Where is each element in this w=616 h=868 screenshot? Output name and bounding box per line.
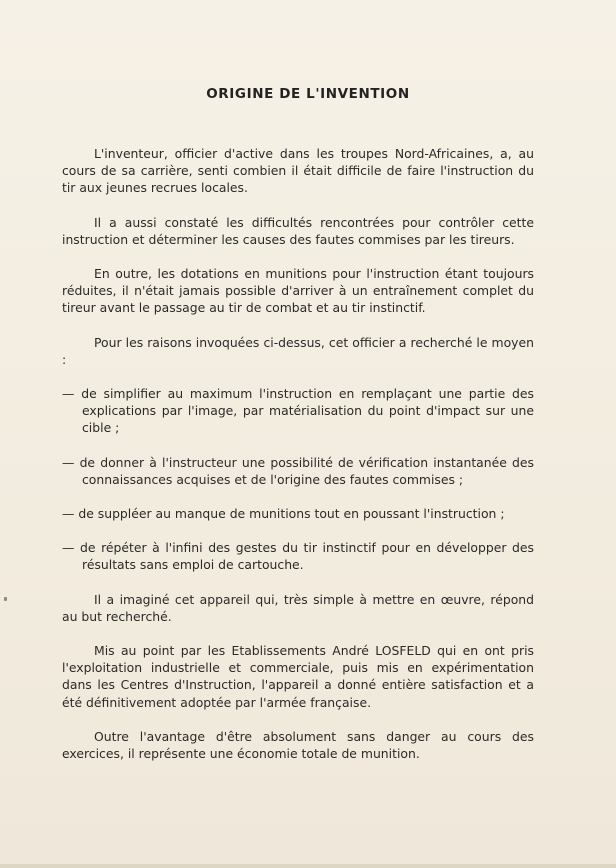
list-item: — de simplifier au maximum l'instruction en remplaçant une partie des explications par l'image, par matérialisation du point d'impact sur une cible ; <box>62 386 534 436</box>
paragraph: Il a imaginé cet appareil qui, très simple à mettre en œuvre, répond au but recherché. <box>62 591 534 624</box>
paragraph: Il a aussi constaté les difficultés rencontrées pour contrôler cette instruction et déterminer les causes des fautes commises par les tireurs. <box>62 214 534 247</box>
list-item: — de suppléer au manque de munitions tout en poussant l'instruction ; <box>62 506 505 522</box>
paragraph: Outre l'avantage d'être absolument sans danger au cours des exercices, il représente une économie totale de munition. <box>62 728 534 762</box>
list-item: — de répéter à l'infini des gestes du tir instinctif pour en développer des résultats sans emploi de cartouche. <box>62 540 534 573</box>
paragraph: En outre, les dotations en munitions pour l'instruction étant toujours réduites, il n'était jamais possible d'arriver à un entraînement complet du tireur avant le passage au tir de combat et au tir instinctif. <box>62 266 534 316</box>
paragraph: Pour les raisons invoquées ci-dessus, cet officier a recherché le moyen : <box>62 334 534 367</box>
paragraph: Mis au point par les Etablissements André LOSFELD qui en ont pris l'exploitation industrielle et commerciale, puis mis en expérimentation dans les Centres d'Instruction, l'appareil a donné entière satisfaction et a été définitivement adoptée par l'armée française. <box>62 643 534 710</box>
page-edge <box>0 864 616 868</box>
paragraph: L'inventeur, officier d'active dans les troupes Nord-Africaines, a, au cours de sa carrière, senti combien il était difficile de faire l'instruction du tir aux jeunes recrues locales. <box>62 146 534 196</box>
page-title: ORIGINE DE L'INVENTION <box>206 86 410 102</box>
paper-mark <box>4 597 7 601</box>
list-item: — de donner à l'instructeur une possibilité de vérification instantanée des connaissances acquises et de l'origine des fautes commises ; <box>62 454 534 487</box>
document-body <box>62 145 534 779</box>
